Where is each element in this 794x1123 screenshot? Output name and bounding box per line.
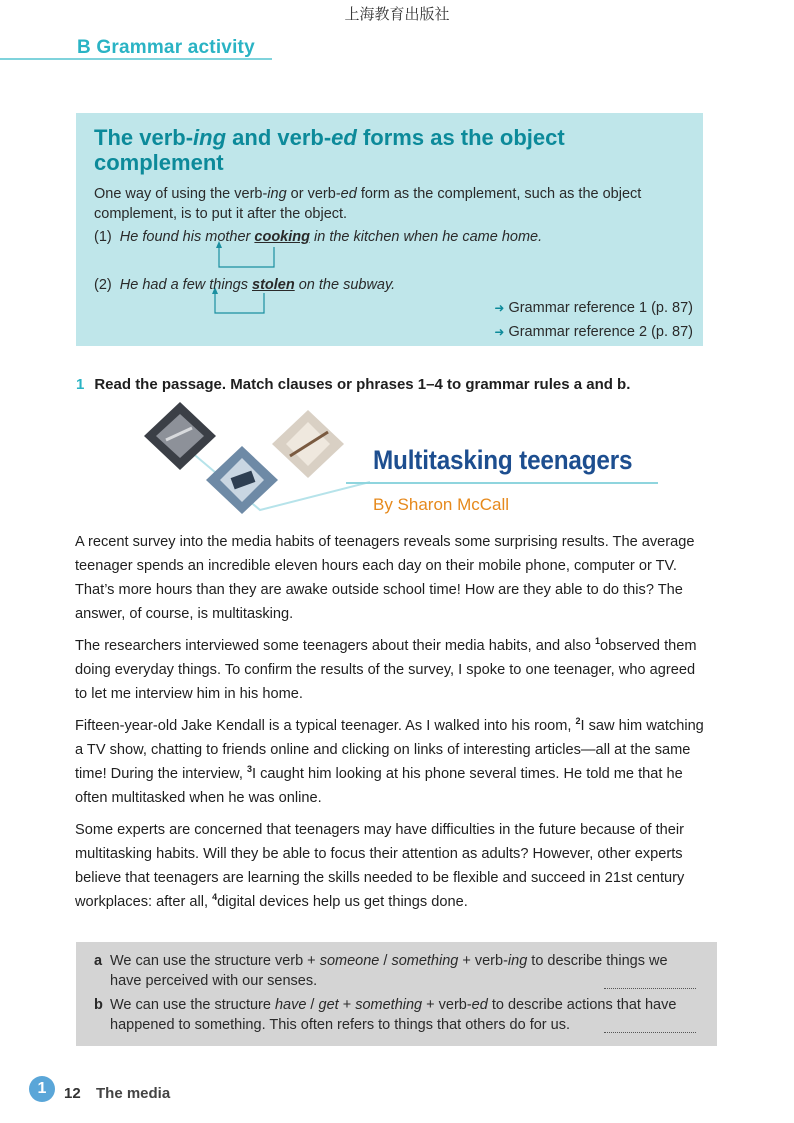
rule-a: a We can use the structure verb + someone / something + verb-ing to describe things we have perceived with our senses. (94, 951, 694, 991)
marker-4: 4 (212, 892, 218, 902)
answer-blank-b[interactable] (604, 1032, 696, 1033)
example-sentence-1: (1) He found his mother cooking in the kitchen when he came home. (94, 229, 543, 245)
unit-number-badge: 1 (29, 1076, 55, 1102)
task-instruction: 1 Read the passage. Match clauses or phrases 1–4 to grammar rules a and b. (76, 376, 631, 393)
laptop-photo-icon (144, 402, 216, 470)
page-number: 12 (64, 1085, 81, 1102)
paragraph-1: A recent survey into the media habits of teenagers reveals some surprising results. The average teenager spends an incredible eleven hours each day on their mobile phone, computer or TV. That’s more hours than they are awake outside school time! How are they able to do this? The answer, of course, is multitasking. (75, 534, 695, 622)
pen-photo-icon (272, 410, 344, 478)
arrow-right-icon: ➜ (494, 301, 505, 315)
publisher-header: 上海教育出版社 (344, 5, 450, 23)
grammar-box-intro: One way of using the verb-ing or verb-ed form as the complement, such as the object complement, is to put it after the object. (94, 186, 642, 222)
arrow-right-icon: ➜ (494, 325, 505, 339)
article-byline: By Sharon McCall (373, 495, 510, 514)
paragraph-3: Fifteen-year-old Jake Kendall is a typical teenager. As I walked into his room, $^2$I saw him watching a TV show, chatting to friends online and clicking on links of interesting articles—all at the same time! During the interview, $^3$I caught him looking at his phone several times. He told me that he often multitasked when he was online. (75, 716, 704, 806)
section-heading: B Grammar activity (77, 37, 255, 58)
grammar-box (76, 113, 703, 346)
grammar-box-title: The verb-ing and verb-ed forms as the object complement (94, 125, 565, 175)
grammar-reference-link-1[interactable]: ➜ Grammar reference 1 (p. 87) (494, 300, 693, 316)
paragraph-2: The researchers interviewed some teenagers about their media habits, and also $^1$observed them doing everyday things. To confirm the results of the survey, I spoke to one teenager, who agreed to let me interview him in his home. (75, 636, 697, 702)
answer-blank-a[interactable] (604, 988, 696, 989)
section-divider (0, 58, 272, 60)
unit-title: The media (96, 1085, 171, 1102)
paragraph-4: Some experts are concerned that teenagers may have difficulties in the future because of their multitasking habits. Will they be able to focus their attention as adults? However, other experts believe that teenagers are learning the skills needed to be flexible and succeed in 21st century workplaces: after all, $^4$digital devices help us get things done. (75, 822, 685, 910)
marker-3: 3 (246, 764, 252, 774)
grammar-rules-box (76, 942, 717, 1046)
grammar-reference-link-2[interactable]: ➜ Grammar reference 2 (p. 87) (494, 324, 693, 340)
article-illustration (140, 400, 370, 522)
article-title: Multitasking teenagers (373, 445, 633, 475)
marker-2: 2 (575, 716, 581, 726)
tablet-photo-icon (206, 446, 278, 514)
example-sentence-2: (2) He had a few things stolen on the subway. (94, 277, 396, 293)
marker-1: 1 (595, 636, 601, 646)
article-passage (75, 530, 705, 922)
article-title-underline (346, 482, 658, 484)
rule-b: b We can use the structure have / get + something + verb-ed to describe actions that have happened to something. This often refers to things that others do for us. (94, 995, 694, 1035)
